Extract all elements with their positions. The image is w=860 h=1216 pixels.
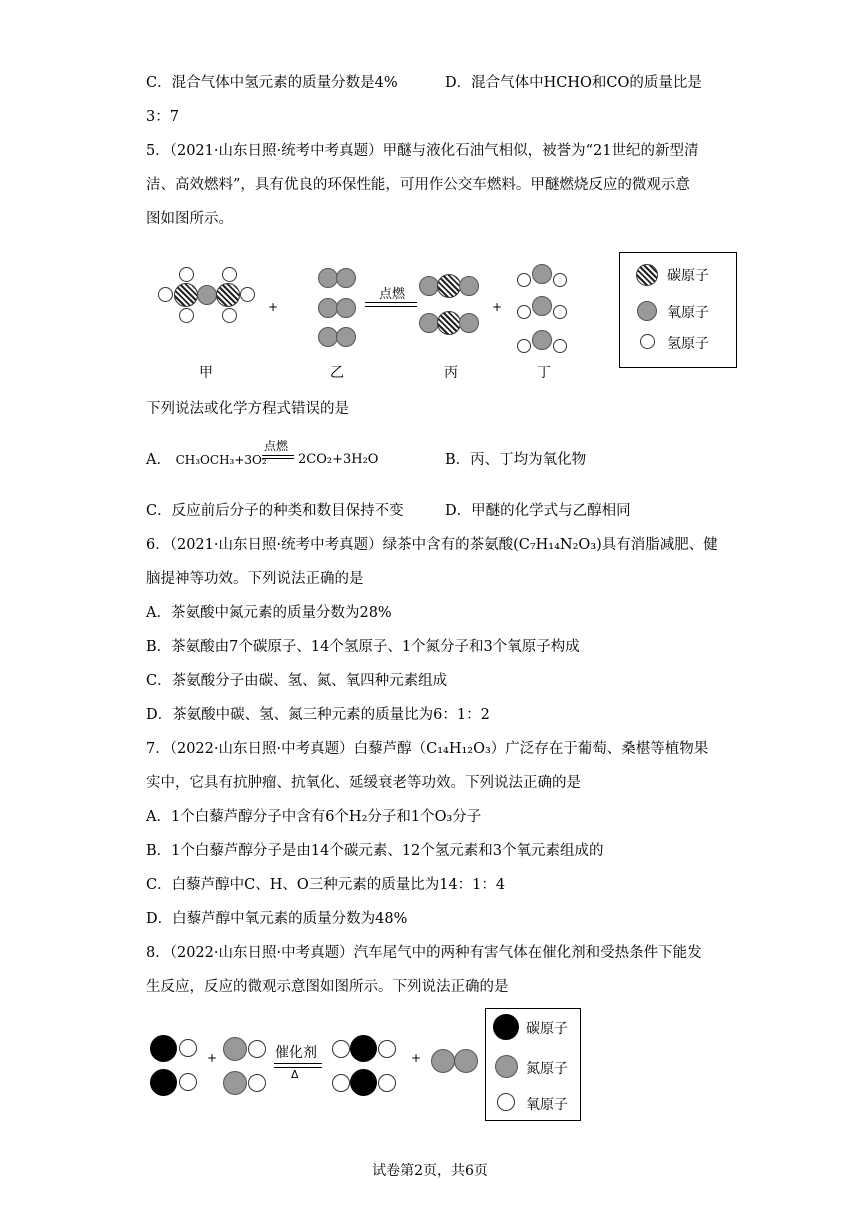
plus-sign: + xyxy=(492,300,503,314)
oxygen-atom xyxy=(532,264,552,284)
q7-option-d: D．白藜芦醇中氧元素的质量分数为48% xyxy=(146,911,408,927)
carbon-atom xyxy=(174,283,198,307)
hydrogen-atom xyxy=(553,305,567,319)
legend-carbon: 碳原子 xyxy=(526,1021,568,1037)
legend-hydrogen: 氢原子 xyxy=(667,336,709,352)
hydrogen-atom xyxy=(222,267,237,282)
q4-option-d: D．混合气体中HCHO和CO的质量比是 xyxy=(445,75,702,91)
q5-stem-line1: 5．（2021·山东日照·统考中考真题）甲醚与液化石油气相似，被誉为“21世纪的新型清 xyxy=(146,143,699,159)
hydrogen-atom xyxy=(517,273,531,287)
legend-oxygen: 氧原子 xyxy=(526,1097,568,1113)
oxygen-atom xyxy=(419,313,439,333)
label-bing: 丙 xyxy=(444,365,458,381)
carbon-atom xyxy=(350,1035,377,1062)
carbon-atom xyxy=(216,283,240,307)
q5-option-c: C．反应前后分子的种类和数目保持不变 xyxy=(146,503,404,519)
carbon-atom xyxy=(350,1069,377,1096)
q4-option-c: C．混合气体中氢元素的质量分数是4% xyxy=(146,75,398,91)
legend-nitrogen: 氮原子 xyxy=(526,1061,568,1077)
carbon-atom xyxy=(493,1014,519,1040)
hydrogen-atom xyxy=(222,308,237,323)
oxygen-atom xyxy=(197,285,217,305)
q6-stem-line1: 6．（2021·山东日照·统考中考真题）绿茶中含有的茶氨酸(C₇H₁₄N₂O₃)具有消脂减肥、健 xyxy=(146,537,718,553)
q8-stem-line1: 8．（2022·山东日照·中考真题）汽车尾气中的两种有害气体在催化剂和受热条件下能发 xyxy=(146,945,702,961)
q6-option-a: A．茶氨酸中氮元素的质量分数为28% xyxy=(146,605,392,621)
plus-sign: + xyxy=(411,1051,422,1065)
oxygen-atom xyxy=(336,327,356,347)
option-a-prefix: A． xyxy=(146,452,171,468)
q5-question: 下列说法或化学方程式错误的是 xyxy=(146,401,349,417)
equation-arrow xyxy=(262,455,294,456)
q4-option-d-continued: 3：7 xyxy=(146,109,179,125)
plus-sign: + xyxy=(268,300,279,314)
q6-option-c: C．茶氨酸分子由碳、氢、氮、氧四种元素组成 xyxy=(146,673,448,689)
oxygen-atom xyxy=(318,268,338,288)
reaction-arrow xyxy=(274,1063,322,1064)
oxygen-atom xyxy=(318,298,338,318)
oxygen-atom xyxy=(459,276,479,296)
hydrogen-atom xyxy=(517,339,531,353)
q5-option-d: D．甲醚的化学式与乙醇相同 xyxy=(445,503,631,519)
label-ding: 丁 xyxy=(537,365,551,381)
nitrogen-atom xyxy=(223,1071,247,1095)
reaction-arrow xyxy=(365,306,417,307)
equation-arrow xyxy=(262,458,294,459)
reaction-arrow xyxy=(365,302,417,303)
oxygen-atom xyxy=(332,1074,350,1092)
hydrogen-atom xyxy=(640,334,655,349)
oxygen-atom xyxy=(419,276,439,296)
carbon-atom xyxy=(150,1035,177,1062)
hydrogen-atom xyxy=(179,308,194,323)
q6-option-d: D．茶氨酸中碳、氢、氮三种元素的质量比为6：1：2 xyxy=(146,707,490,723)
q7-option-a: A．1个白藜芦醇分子中含有6个H₂分子和1个O₃分子 xyxy=(146,809,482,825)
oxygen-atom xyxy=(332,1040,350,1058)
label-yi: 乙 xyxy=(330,365,344,381)
q7-option-b: B．1个白藜芦醇分子是由14个碳元素、12个氢元素和3个氧元素组成的 xyxy=(146,843,604,859)
legend-carbon: 碳原子 xyxy=(667,268,709,284)
nitrogen-atom xyxy=(223,1037,247,1061)
plus-sign: + xyxy=(207,1051,218,1065)
legend-oxygen: 氧原子 xyxy=(667,305,709,321)
oxygen-atom xyxy=(378,1040,396,1058)
q6-option-b: B．茶氨酸由7个碳原子、14个氢原子、1个氮分子和3个氧原子构成 xyxy=(146,639,580,655)
oxygen-atom xyxy=(637,301,657,321)
oxygen-atom xyxy=(179,1073,197,1091)
carbon-atom xyxy=(150,1069,177,1096)
nitrogen-atom xyxy=(454,1049,478,1073)
carbon-atom xyxy=(437,311,461,335)
q5-stem-line3: 图如图所示。 xyxy=(146,211,233,227)
equation-right: 2CO₂+3H₂O xyxy=(298,452,379,467)
hydrogen-atom xyxy=(553,339,567,353)
carbon-atom xyxy=(437,274,461,298)
page-footer: 试卷第2页，共6页 xyxy=(372,1163,488,1179)
q7-option-c: C．白藜芦醇中C、H、O三种元素的质量比为14：1：4 xyxy=(146,877,506,893)
q5-option-b: B．丙、丁均为氧化物 xyxy=(445,452,587,468)
oxygen-atom xyxy=(179,1039,197,1057)
heat-condition: Δ xyxy=(291,1068,299,1081)
q6-stem-line2: 脑提神等功效。下列说法正确的是 xyxy=(146,571,364,587)
q7-stem-line2: 实中，它具有抗肿瘤、抗氧化、延缓衰老等功效。下列说法正确的是 xyxy=(146,775,581,791)
label-jia: 甲 xyxy=(199,365,213,381)
q5-option-a xyxy=(146,450,267,470)
hydrogen-atom xyxy=(517,305,531,319)
hydrogen-atom xyxy=(553,273,567,287)
q7-stem-line1: 7．（2022·山东日照·中考真题）白藜芦醇（C₁₄H₁₂O₃）广泛存在于葡萄、桑椹等植物果 xyxy=(146,741,709,757)
hydrogen-atom xyxy=(240,287,255,302)
oxygen-atom xyxy=(378,1074,396,1092)
equation-condition: 点燃 xyxy=(264,439,289,453)
hydrogen-atom xyxy=(158,287,173,302)
reaction-condition: 点燃 xyxy=(379,287,406,302)
nitrogen-atom xyxy=(495,1055,518,1078)
oxygen-atom xyxy=(248,1074,266,1092)
q5-stem-line2: 洁、高效燃料”，具有优良的环保性能，可用作公交车燃料。甲醚燃烧反应的微观示意 xyxy=(146,177,690,193)
oxygen-atom xyxy=(336,298,356,318)
catalyst-condition: 催化剂 xyxy=(275,1045,317,1061)
q8-stem-line2: 生反应，反应的微观示意图如图所示。下列说法正确的是 xyxy=(146,979,509,995)
hydrogen-atom xyxy=(179,267,194,282)
oxygen-atom xyxy=(248,1040,266,1058)
nitrogen-atom xyxy=(431,1049,455,1073)
oxygen-atom xyxy=(459,313,479,333)
oxygen-atom xyxy=(318,327,338,347)
oxygen-atom xyxy=(497,1093,515,1111)
oxygen-atom xyxy=(532,296,552,316)
oxygen-atom xyxy=(532,330,552,350)
equation-left: CH₃OCH₃+3O₂ xyxy=(175,453,267,467)
oxygen-atom xyxy=(336,268,356,288)
carbon-atom xyxy=(636,264,658,286)
